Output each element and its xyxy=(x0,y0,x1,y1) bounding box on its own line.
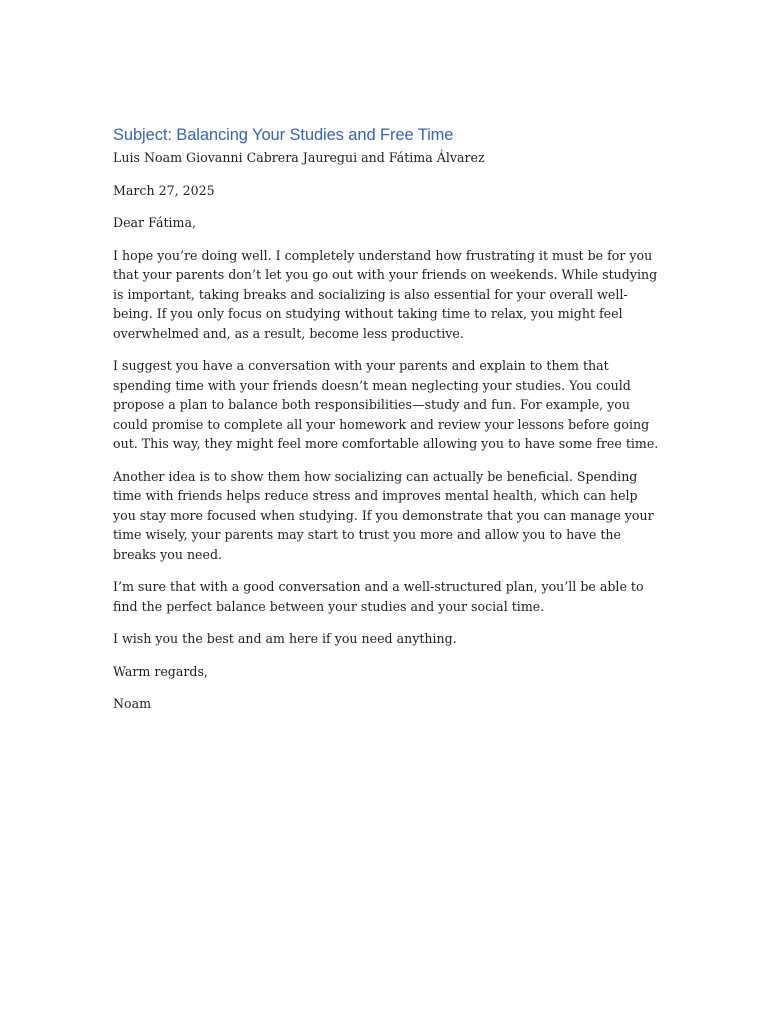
letter-authors: Luis Noam Giovanni Cabrera Jauregui and Fátima Álvarez xyxy=(113,150,485,165)
letter-wish: I wish you the best and am here if you need anything. xyxy=(113,631,457,646)
letter-paragraph: Another idea is to show them how socializing can actually be beneficial. Spending time with friends helps reduce stress and improves mental health, which can help you stay more focused when studying. If you demonstrate that you can manage your time wisely, your parents may start to trust you more and allow you to have the breaks you need. xyxy=(113,468,654,562)
letter-paragraph: I’m sure that with a good conversation and a well-structured plan, you’ll be able to find the perfect balance between your studies and your social time. xyxy=(113,579,644,614)
letter-paragraph: I suggest you have a conversation with your parents and explain to them that spending time with your friends doesn’t mean neglecting your studies. You could propose a plan to balance both responsibilities—study and fun. For example, you could promise to complete all your homework and review your lessons before going out. This way, they might feel more comfortable allowing you to have some free time. xyxy=(113,358,659,451)
letter-subject: Subject: Balancing Your Studies and Free Time xyxy=(113,126,454,144)
letter-greeting: Dear Fátima, xyxy=(113,215,197,230)
letter-closing: Warm regards, xyxy=(113,663,208,679)
letter-paragraph: I hope you’re doing well. I completely understand how frustrating it must be for you that your parents don’t let you go out with your friends on weekends. While studying is important, taking breaks and socializing is also essential for your overall well-being. If you only focus on studying without taking time to relax, you might feel overwhelmed and, as a result, become less productive. xyxy=(113,247,658,341)
letter-signature: Noam xyxy=(113,696,152,711)
letter-page xyxy=(113,124,661,714)
letter-date: March 27, 2025 xyxy=(113,182,215,198)
